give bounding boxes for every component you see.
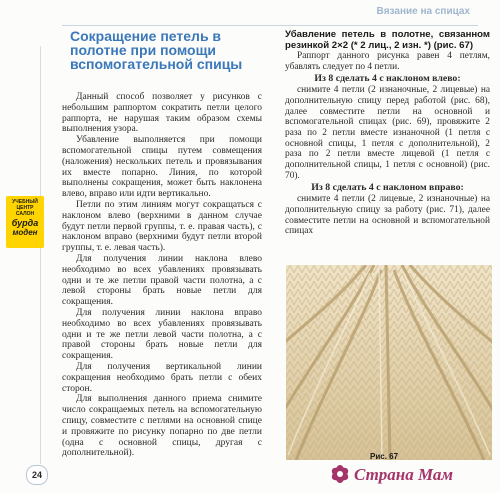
figure-caption: Рис. 67 xyxy=(370,452,399,461)
right-lean-heading: Из 8 сделать 4 с наклоном вправо: xyxy=(311,182,464,194)
logo-line: моден xyxy=(12,228,38,237)
paragraph: Для получения вертикальной линии сокращения необходимо брать петли с обеих сторон. xyxy=(62,361,262,394)
right-lean-text: снимите 4 петли (2 лицевые, 2 изнаночные) на дополнительную спицу за работу (рис. 71), далее совместите петли на основной и вспомогательной спицах xyxy=(285,194,490,237)
watermark-text: Страна Мам xyxy=(354,465,454,484)
intro-text: Раппорт данного рисунка равен 4 петлям, убавлять следует по 4 петли. xyxy=(285,51,490,72)
watermark xyxy=(288,458,498,490)
logo-line: бурда xyxy=(11,218,39,228)
right-column xyxy=(285,30,490,237)
header-divider xyxy=(62,25,478,26)
subsection-title: Убавление петель в полотне, связанном резинкой 2×2 (* 2 лиц., 2 изн. *) (рис. 67) xyxy=(285,29,490,51)
knit-rib-illustration xyxy=(286,265,492,460)
page-number: 24 xyxy=(26,465,48,485)
left-lean-text: снимите 4 петли (2 изнаночные, 2 лицевые) на дополнительную спицу перед работой (рис. 68), далее совместите петли на основной и вспомогательной спицах (рис. 69), провяжите 2 раза по 2 петли вместе изнаночной (1 петля с основной спицы, 1 петля с дополнительной), 2 раза по 2 петли вместе лицевой (1 петля с дополнительной спицы, 1 петля с основной) (рис. 70). xyxy=(285,85,490,181)
paragraph: Петли по этим линиям могут сокращаться с наклоном влево (верхними в данном случае будут петли первой группы, т. е. правая часть), с наклоном вправо (верхними будут петли второй группы, т. е. левая часть). xyxy=(62,199,262,254)
section-label: Вязание на спицах xyxy=(376,6,470,17)
paragraph: Для получения линии наклона вправо необходимо во всех убавлениях провязывать одни и те же петли левой части полотна, а с правой стороны брать новые петли для сокращения. xyxy=(62,307,262,362)
logo-line: УЧЕБНЫЙ ЦЕНТР xyxy=(12,199,38,211)
left-lean-heading: Из 8 сделать 4 с наклоном влево: xyxy=(314,73,461,85)
burda-moden-logo xyxy=(6,196,44,248)
left-column xyxy=(62,92,262,459)
margin-divider xyxy=(40,46,41,464)
logo-line: САЛОН xyxy=(15,211,35,217)
knitting-photo xyxy=(286,265,492,460)
paragraph: Для выполнения данного приема снимите число сокращаемых петель на вспомогательную спицу, совместите с петлями на основной спице и провяжите по рисунку попарно по две петли (одна с основной спицы, другая с дополнительной). xyxy=(62,394,262,459)
watermark-logo xyxy=(288,458,498,490)
paragraph: Данный способ позволяет у рисунков с небольшим раппортом сократить петли целого раппорта, не нарушая таким образом схемы выполнения узора. xyxy=(62,92,262,135)
paragraph: Для получения линии наклона влево необходимо во всех убавлениях провязывать одни и те же петли правой части полотна, а с левой стороны брать новые петли для сокращения. xyxy=(62,253,262,308)
paragraph: Убавление выполняется при помощи вспомогательной спицы путем совмещения (наложения) нескольких петель и провязывания их вместе попарно. Линия, по которой выполнены сокращения, может быть наклонена влево, вправо или идти вертикально. xyxy=(62,135,262,200)
article-title: Сокращение петель в полотне при помощи вспомогательной спицы xyxy=(70,28,243,72)
